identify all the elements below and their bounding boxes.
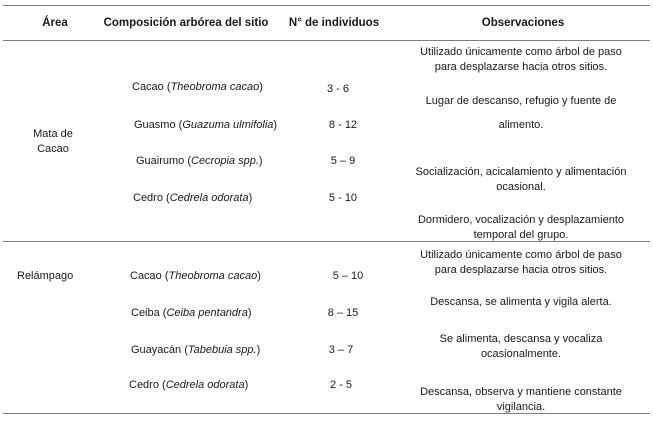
header-individuos: N° de individuos	[288, 17, 380, 29]
tree-name: Guayacán (Tabebuia spp.)	[131, 344, 261, 356]
observation-line: ocasionalmente.	[480, 348, 562, 360]
observation-line: Utilizado únicamente como árbol de paso	[420, 249, 622, 261]
observation-line: Dormidero, vocalización y desplazamiento	[417, 214, 625, 226]
observation-line: Descansa, se alimenta y vigila alerta.	[430, 296, 612, 308]
observation-line: para desplazarse hacia otros sitios.	[434, 61, 608, 73]
tree-composition-table	[3, 0, 650, 424]
observation-line: alimento.	[498, 119, 544, 131]
tree-name: Cedro (Cedrela odorata)	[129, 379, 249, 391]
individual-count: 5 - 10	[328, 192, 358, 204]
table-top-rule	[3, 5, 650, 6]
area-label-line1: Mata de	[33, 128, 73, 140]
individual-count: 3 - 6	[326, 83, 349, 95]
tree-name: Cacao (Theobroma cacao)	[132, 81, 263, 93]
tree-name: Guasmo (Guazuma ulmifolia)	[134, 119, 278, 131]
observation-line: Descansa, observa y mantiene constante	[420, 386, 622, 398]
header-area: Área	[42, 17, 68, 29]
observation-line: Utilizado únicamente como árbol de paso	[420, 46, 622, 58]
tree-name: Cacao (Theobroma cacao)	[130, 270, 261, 282]
individual-count: 5 – 10	[332, 270, 364, 282]
header-observaciones: Observaciones	[481, 17, 565, 29]
observation-line: Lugar de descanso, refugio y fuente de	[425, 95, 617, 107]
observation-line: temporal del grupo.	[473, 229, 569, 241]
individual-count: 8 – 15	[327, 307, 359, 319]
area-label-line2: Cacao	[37, 143, 69, 155]
header-bottom-rule	[3, 40, 650, 41]
individual-count: 5 – 9	[330, 155, 356, 167]
area-label-line1: Relámpago	[17, 270, 74, 282]
individual-count: 3 – 7	[328, 344, 354, 356]
tree-name: Guairumo (Cecropia spp.)	[136, 155, 263, 167]
observation-line: para desplazarse hacia otros sitios.	[434, 264, 608, 276]
tree-name: Cedro (Cedrela odorata)	[133, 192, 253, 204]
individual-count: 8 - 12	[328, 119, 358, 131]
tree-name: Ceiba (Ceiba pentandra)	[131, 307, 252, 319]
observation-line: ocasional.	[496, 181, 546, 193]
observation-line: Se alimenta, descansa y vocaliza	[439, 333, 603, 345]
header-composicion: Composición arbórea del sitio	[103, 17, 269, 29]
observation-line: vigilancia.	[496, 401, 546, 413]
individual-count: 2 - 5	[329, 379, 352, 391]
observation-line: Socialización, acicalamiento y alimentación	[415, 166, 627, 178]
